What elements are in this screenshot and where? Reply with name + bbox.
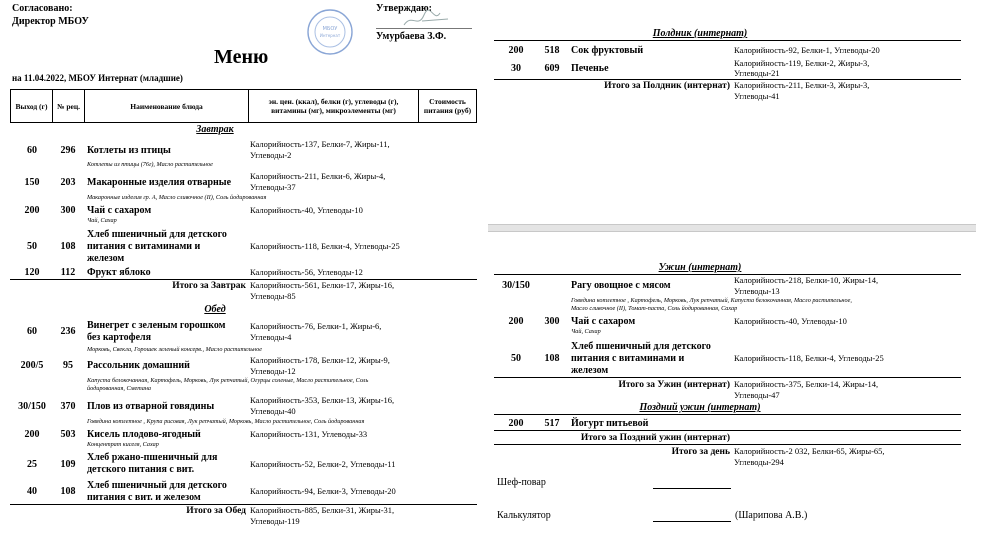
section-snack-title: Полдник (интернат) xyxy=(652,28,748,39)
chef-label: Шеф-повар xyxy=(497,477,546,488)
breakfast-total-value: Калорийность-561, Белки-17, Жиры-16, xyxy=(250,280,395,290)
section-dinner-title: Ужин (интернат) xyxy=(658,262,742,273)
snack-total-value: Калорийность-211, Белки-3, Жиры-3, xyxy=(734,80,870,90)
page-title: Меню xyxy=(214,46,269,68)
stamp-seal-icon xyxy=(306,8,354,56)
lunch-total-value: Калорийность-885, Белки-31, Жиры-31, xyxy=(250,505,395,515)
svg-text:МБОУ: МБОУ xyxy=(322,26,338,32)
day-total-label: Итого за день xyxy=(671,447,730,457)
dinner-total-value: Калорийность-375, Белки-14, Жиры-14, xyxy=(734,379,879,389)
menu-subtitle: на 11.04.2022, МБОУ Интернат (младшие) xyxy=(12,73,183,83)
lunch-total-label: Итого за Обед xyxy=(186,506,246,516)
calculator-name: (Шарипова А.В.) xyxy=(735,510,808,521)
dinner-total-label: Итого за Ужин (интернат) xyxy=(618,380,730,390)
column-header-nutrition: эн. цен. (ккал), белки (г), углеводы (г), витамины (мг), микроэлементы (мг) xyxy=(268,97,399,115)
column-header-cost: Стоимость питания (руб) xyxy=(423,97,472,115)
calculator-label: Калькулятор xyxy=(497,510,551,521)
day-total-value: Калорийность-2 032, Белки-65, Жиры-65, xyxy=(734,446,885,456)
column-header-name: Наименование блюда xyxy=(130,101,203,111)
svg-text:Интернат: Интернат xyxy=(319,33,341,38)
snack-total-label: Итого за Полдник (интернат) xyxy=(604,81,730,91)
approver-name: Умурбаева З.Ф. xyxy=(376,31,447,42)
late-dinner-total-label: Итого за Поздний ужин (интернат) xyxy=(580,433,730,443)
section-breakfast-title: Завтрак xyxy=(196,124,234,135)
section-lunch-title: Обед xyxy=(204,304,226,315)
column-header-recipe: № рец. xyxy=(56,101,81,111)
section-late-dinner-title: Поздний ужин (интернат) xyxy=(639,402,761,413)
breakfast-total-label: Итого за Завтрак xyxy=(172,281,246,291)
column-header-yield: Выход (г) xyxy=(15,101,48,111)
page-break xyxy=(488,224,976,232)
director-label: Директор МБОУ xyxy=(12,16,89,27)
approve-label: Утверждаю: xyxy=(376,3,432,14)
agreed-label: Согласовано: xyxy=(12,3,73,14)
